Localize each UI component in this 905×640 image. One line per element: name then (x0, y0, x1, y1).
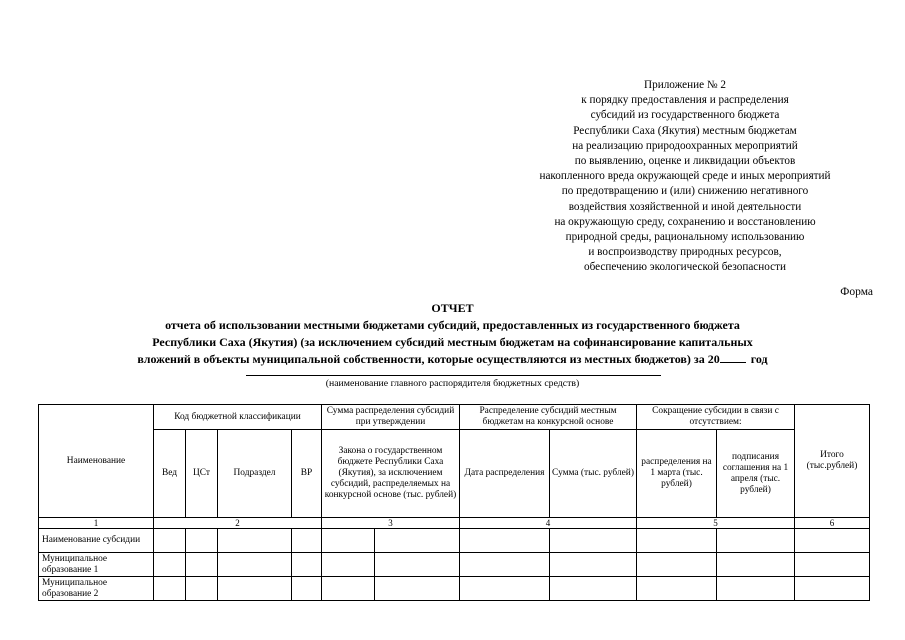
header-code-subsection: Подраздел (218, 430, 292, 518)
appendix-line: по предотвращению и (или) снижению негативного (561, 185, 809, 198)
table-cell[interactable] (717, 577, 795, 601)
header-competitive-date: Дата распределения (460, 430, 550, 518)
row-label: Наименование субсидии (39, 529, 154, 553)
table-cell[interactable] (550, 553, 637, 577)
appendix-block (505, 78, 865, 276)
appendix-line: по выявлению, оценке и ликвидации объектов (574, 155, 796, 168)
table-cell[interactable] (186, 553, 218, 577)
appendix-line: на окружающую среду, сохранению и восстановлению (554, 215, 816, 228)
report-title (0, 300, 905, 368)
table-cell[interactable] (154, 577, 186, 601)
table-cell[interactable] (218, 553, 292, 577)
table-cell[interactable] (322, 553, 375, 577)
table-cell[interactable] (550, 577, 637, 601)
appendix-line: Приложение № 2 (644, 79, 726, 91)
table-cell[interactable] (795, 553, 870, 577)
table-cell[interactable] (795, 529, 870, 553)
column-number: 6 (795, 518, 870, 529)
table-cell[interactable] (460, 577, 550, 601)
table-cell[interactable] (292, 577, 322, 601)
report-subtitle-line2: Республики Саха (Якутия) (за исключением субсидий местным бюджетам на софинансирование капитальных (152, 335, 753, 349)
row-label: Муниципальное образование 2 (39, 577, 154, 601)
column-number: 1 (39, 518, 154, 529)
header-code-cst: ЦСт (186, 430, 218, 518)
column-number: 3 (322, 518, 460, 529)
report-subtitle-line3-text: вложений в объекты муниципальной собственности, которые осуществляются из местных бюджетов) за 20 (137, 352, 720, 366)
row-label: Муниципальное образование 1 (39, 553, 154, 577)
table-cell[interactable] (637, 577, 717, 601)
distributor-caption: (наименование главного распорядителя бюджетных средств) (325, 378, 580, 389)
appendix-line: воздействия хозяйственной и иной деятельности (568, 200, 802, 213)
table-cell[interactable] (375, 529, 460, 553)
header-reduction: Сокращение субсидии в связи с отсутствием: (637, 405, 795, 430)
table-cell[interactable] (717, 553, 795, 577)
header-reduction-march: распределения на 1 марта (тыс. рублей) (637, 430, 717, 518)
report-table (38, 404, 870, 601)
distributor-name-line[interactable] (246, 375, 661, 376)
header-competitive: Распределение субсидий местным бюджетам на конкурсной основе (460, 405, 637, 430)
table-cell[interactable] (292, 529, 322, 553)
appendix-line: субсидий из государственного бюджета (590, 109, 780, 122)
header-name: Наименование (39, 405, 154, 518)
table-cell[interactable] (637, 529, 717, 553)
table-cell[interactable] (186, 577, 218, 601)
table-cell[interactable] (322, 577, 375, 601)
table-cell[interactable] (218, 577, 292, 601)
appendix-line: на реализацию природоохранных мероприятий (572, 139, 798, 152)
table-cell[interactable] (717, 529, 795, 553)
header-reduction-april: подписания соглашения на 1 апреля (тыс. рублей) (717, 430, 795, 518)
table-cell[interactable] (186, 529, 218, 553)
table-cell[interactable] (154, 529, 186, 553)
report-subtitle-year-word: год (750, 352, 768, 366)
header-budget-code: Код бюджетной классификации (154, 405, 322, 430)
appendix-line: накопленного вреда окружающей среде и иных мероприятий (539, 170, 831, 183)
appendix-line: к порядку предоставления и распределения (581, 94, 789, 107)
appendix-line: и воспроизводству природных ресурсов, (588, 246, 782, 259)
form-label: Форма (840, 286, 873, 298)
table-cell[interactable] (375, 577, 460, 601)
table-row (39, 553, 870, 577)
appendix-line: обеспечению экологической безопасности (584, 261, 786, 274)
table-cell[interactable] (550, 529, 637, 553)
column-number: 5 (637, 518, 795, 529)
header-competitive-sum: Сумма (тыс. рублей) (550, 430, 637, 518)
table-cell[interactable] (637, 553, 717, 577)
appendix-line: Республики Саха (Якутия) местным бюджетам (573, 124, 797, 137)
table-row (39, 577, 870, 601)
appendix-line: природной среды, рациональному использованию (565, 231, 805, 244)
header-amount: Сумма распределения субсидий при утверждении (322, 405, 460, 430)
header-total: Итого (тыс.рублей) (795, 405, 870, 518)
header-code-vr: ВР (292, 430, 322, 518)
table-cell[interactable] (154, 553, 186, 577)
column-number: 2 (154, 518, 322, 529)
report-heading: ОТЧЕТ (431, 301, 474, 315)
header-code-ved: Вед (154, 430, 186, 518)
report-subtitle-line3 (0, 351, 905, 368)
header-amount-detail: Закона о государственном бюджете Республики Саха (Якутия), за исключением субсидий, распределяемых на конкурсной основе (тыс. рублей) (322, 430, 460, 518)
report-subtitle-line1: отчета об использовании местными бюджетами субсидий, предоставленных из государственного бюджета (165, 318, 740, 332)
table-cell[interactable] (795, 577, 870, 601)
table-cell[interactable] (460, 553, 550, 577)
column-number: 4 (460, 518, 637, 529)
table-cell[interactable] (375, 553, 460, 577)
table-cell[interactable] (322, 529, 375, 553)
table-row (39, 529, 870, 553)
table-cell[interactable] (218, 529, 292, 553)
year-blank[interactable] (720, 352, 746, 363)
table-cell[interactable] (292, 553, 322, 577)
table-cell[interactable] (460, 529, 550, 553)
